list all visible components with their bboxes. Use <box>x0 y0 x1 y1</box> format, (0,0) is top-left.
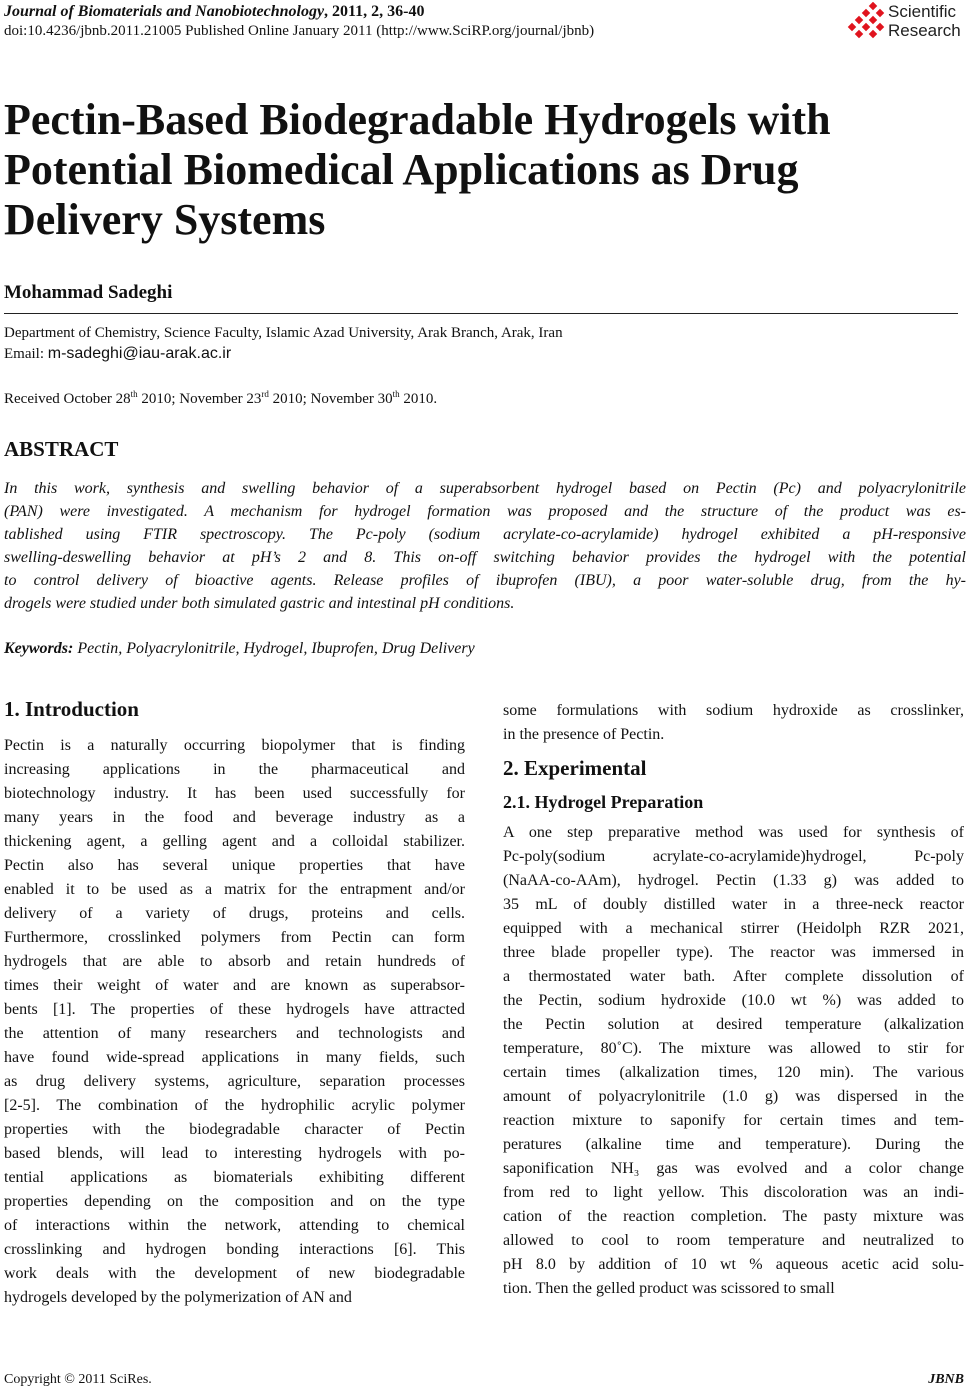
text-line: (NaAA-co-AAm), hydrogel. Pectin (1.33 g) was added to <box>503 872 964 889</box>
text-line: tablished using FTIR spectroscopy. The Pc-poly (sodium acrylate-co-acrylamide) hydrogel exhibited a pH-responsive <box>4 526 966 543</box>
title-line: Potential Biomedical Applications as Drug <box>4 145 799 194</box>
text-line: 35 mL of doubly distilled water in a three-neck reactor <box>503 896 964 913</box>
received-sup: th <box>130 389 138 399</box>
text-line: swelling-deswelling behavior at pH’s 2 and 8. This on-off switching behavior provides the hydrogel with the potential <box>4 549 966 566</box>
logo-line1: Scientific <box>888 2 957 21</box>
text-line: In this work, synthesis and swelling behavior of a superabsorbent hydrogel based on Pectin (Pc) and polyacrylonitrile <box>4 480 966 497</box>
text-line: certain times (alkalization times, 120 min). The various <box>503 1064 964 1081</box>
intro-heading: 1. Introduction <box>4 697 139 721</box>
journal-issue: , 2011, 2, 36-40 <box>324 3 425 20</box>
keywords-label: Keywords: <box>4 640 74 657</box>
intro-continued-paragraph <box>503 699 964 747</box>
text-line: the Pectin solution at desired temperature (alkalization <box>503 1016 964 1033</box>
text-line: hydrogels that are able to absorb and retain hundreds of <box>4 953 465 970</box>
text-line: the Pectin, sodium hydroxide (10.0 wt %) was added to <box>503 992 964 1009</box>
text-line: increasing applications in the pharmaceutical and <box>4 761 465 778</box>
text-line: Pectin also has several unique properties that have <box>4 857 465 874</box>
text-line: drogels were studied under both simulated gastric and intestinal pH conditions. <box>4 595 515 612</box>
email-label: Email: <box>4 346 48 362</box>
text-line: temperature, 80˚C). The mixture was allowed to stir for <box>503 1040 964 1057</box>
divider <box>4 313 958 314</box>
text-line: crosslinking and hydrogen bonding interactions [6]. This <box>4 1241 465 1258</box>
text-line: bents [1]. The properties of these hydrogels have attracted <box>4 1001 465 1018</box>
text-line: A one step preparative method was used for synthesis of <box>503 824 964 841</box>
title-line: Pectin-Based Biodegradable Hydrogels with <box>4 95 831 144</box>
text-line: from red to light yellow. This discoloration was an indi- <box>503 1184 964 1201</box>
text-line: (PAN) were investigated. A mechanism for hydrogel formation was proposed and the structure of the product was es- <box>4 503 966 520</box>
paper-title <box>4 95 904 245</box>
text-line: thickening agent, a gelling agent and a colloidal stabilizer. <box>4 833 465 850</box>
text-line: Pc-poly(sodium acrylate-co-acrylamide)hydrogel, Pc-poly <box>503 848 964 865</box>
abstract-heading: ABSTRACT <box>4 437 119 461</box>
logo-text <box>888 2 961 40</box>
keywords-list: Pectin, Polyacrylonitrile, Hydrogel, Ibuprofen, Drug Delivery <box>73 640 475 657</box>
footer-journal-abbr: JBNB <box>928 1372 964 1387</box>
text-line: to control delivery of bioactive agents. Release profiles of ibuprofen (IBU), a poor water-soluble drug, from the hy- <box>4 572 966 589</box>
text-line: delivery of a variety of drugs, proteins and cells. <box>4 905 465 922</box>
text-line: peratures (alkaline time and temperature). During the <box>503 1136 964 1153</box>
doi-line: doi:10.4236/jbnb.2011.21005 Published Online January 2011 (http://www.SciRP.org/journal/jbnb) <box>4 23 595 39</box>
text-line: times their weight of water and are known as superabsor- <box>4 977 465 994</box>
left-column <box>4 697 465 1310</box>
scientific-research-logo <box>844 2 964 42</box>
text-line: based blends, will lead to interesting hydrogels with po- <box>4 1145 465 1162</box>
logo-line2: Research <box>888 21 961 40</box>
author-name: Mohammad Sadeghi <box>4 282 173 303</box>
text-line: three blade propeller type). The reactor was immersed in <box>503 944 964 961</box>
accepted-sup: th <box>392 389 400 399</box>
abstract-body <box>4 477 966 615</box>
text-line: properties with the biodegradable character of Pectin <box>4 1121 465 1138</box>
text-line: tion. Then the gelled product was scissored to small <box>503 1280 835 1297</box>
text-line: the attention of many researchers and technologists and <box>4 1025 465 1042</box>
text-line: a thermostated water bath. After complete dissolution of <box>503 968 964 985</box>
text-line: some formulations with sodium hydroxide as crosslinker, <box>503 702 964 719</box>
accepted-text: 2010; November 30 <box>268 391 393 407</box>
intro-paragraph <box>4 734 465 1310</box>
text-line: in the presence of Pectin. <box>503 726 665 743</box>
text-line: enabled it to be used as a matrix for the entrapment and/or <box>4 881 465 898</box>
received-text: Received October 28 <box>4 391 131 407</box>
logo-diamond-icon <box>844 2 886 42</box>
text-line: of interactions within the network, attending to chemical <box>4 1217 465 1234</box>
journal-citation <box>4 3 425 21</box>
journal-name: Journal of Biomaterials and Nanobiotechnology <box>4 3 325 20</box>
title-line: Delivery Systems <box>4 195 326 244</box>
email-link[interactable]: m-sadeghi@iau-arak.ac.ir <box>47 345 232 362</box>
text-line: equipped with a mechanical stirrer (Heidolph RZR 2021, <box>503 920 964 937</box>
text-line: many years in the food and beverage industry as a <box>4 809 465 826</box>
text-line: reaction mixture to saponify for certain times and tem- <box>503 1112 964 1129</box>
text-line: properties depending on the composition and on the type <box>4 1193 465 1210</box>
text-line: allowed to cool to room temperature and neutralized to <box>503 1232 964 1249</box>
text-line: pH 8.0 by addition of 10 wt % aqueous acetic acid solu- <box>503 1256 964 1273</box>
footer-copyright: Copyright © 2011 SciRes. <box>4 1372 152 1387</box>
preparation-paragraph <box>503 821 964 1301</box>
text-line: [2-5]. The combination of the hydrophilic acrylic polymer <box>4 1097 465 1114</box>
accepted-year: 2010. <box>399 391 438 407</box>
text-line: biotechnology industry. It has been used successfully for <box>4 785 465 802</box>
right-column <box>503 699 964 1301</box>
text-line: hydrogels developed by the polymerization of AN and <box>4 1289 352 1306</box>
experimental-heading: 2. Experimental <box>503 756 647 780</box>
text-line: cation of the reaction completion. The pasty mixture was <box>503 1208 964 1225</box>
text-line: tential applications as biomaterials exhibiting different <box>4 1169 465 1186</box>
text-line: saponification NH₃ gas was evolved and a color change <box>503 1160 964 1177</box>
email-line <box>4 345 231 363</box>
text-line: Furthermore, crosslinked polymers from Pectin can form <box>4 929 465 946</box>
received-dates <box>4 389 437 408</box>
text-line: Pectin is a naturally occurring biopolymer that is finding <box>4 737 465 754</box>
keywords <box>4 640 475 658</box>
text-line: work deals with the development of new biodegradable <box>4 1265 465 1282</box>
text-line: amount of polyacrylonitrile (1.0 g) was dispersed in the <box>503 1088 964 1105</box>
revised-text: 2010; November 23 <box>137 391 262 407</box>
affiliation: Department of Chemistry, Science Faculty, Islamic Azad University, Arak Branch, Arak, Iran <box>4 325 563 341</box>
text-line: as drug delivery systems, agriculture, separation processes <box>4 1073 465 1090</box>
text-line: have found wide-spread applications in many fields, such <box>4 1049 465 1066</box>
hydrogel-preparation-heading: 2.1. Hydrogel Preparation <box>503 792 704 812</box>
revised-sup: rd <box>261 389 269 399</box>
